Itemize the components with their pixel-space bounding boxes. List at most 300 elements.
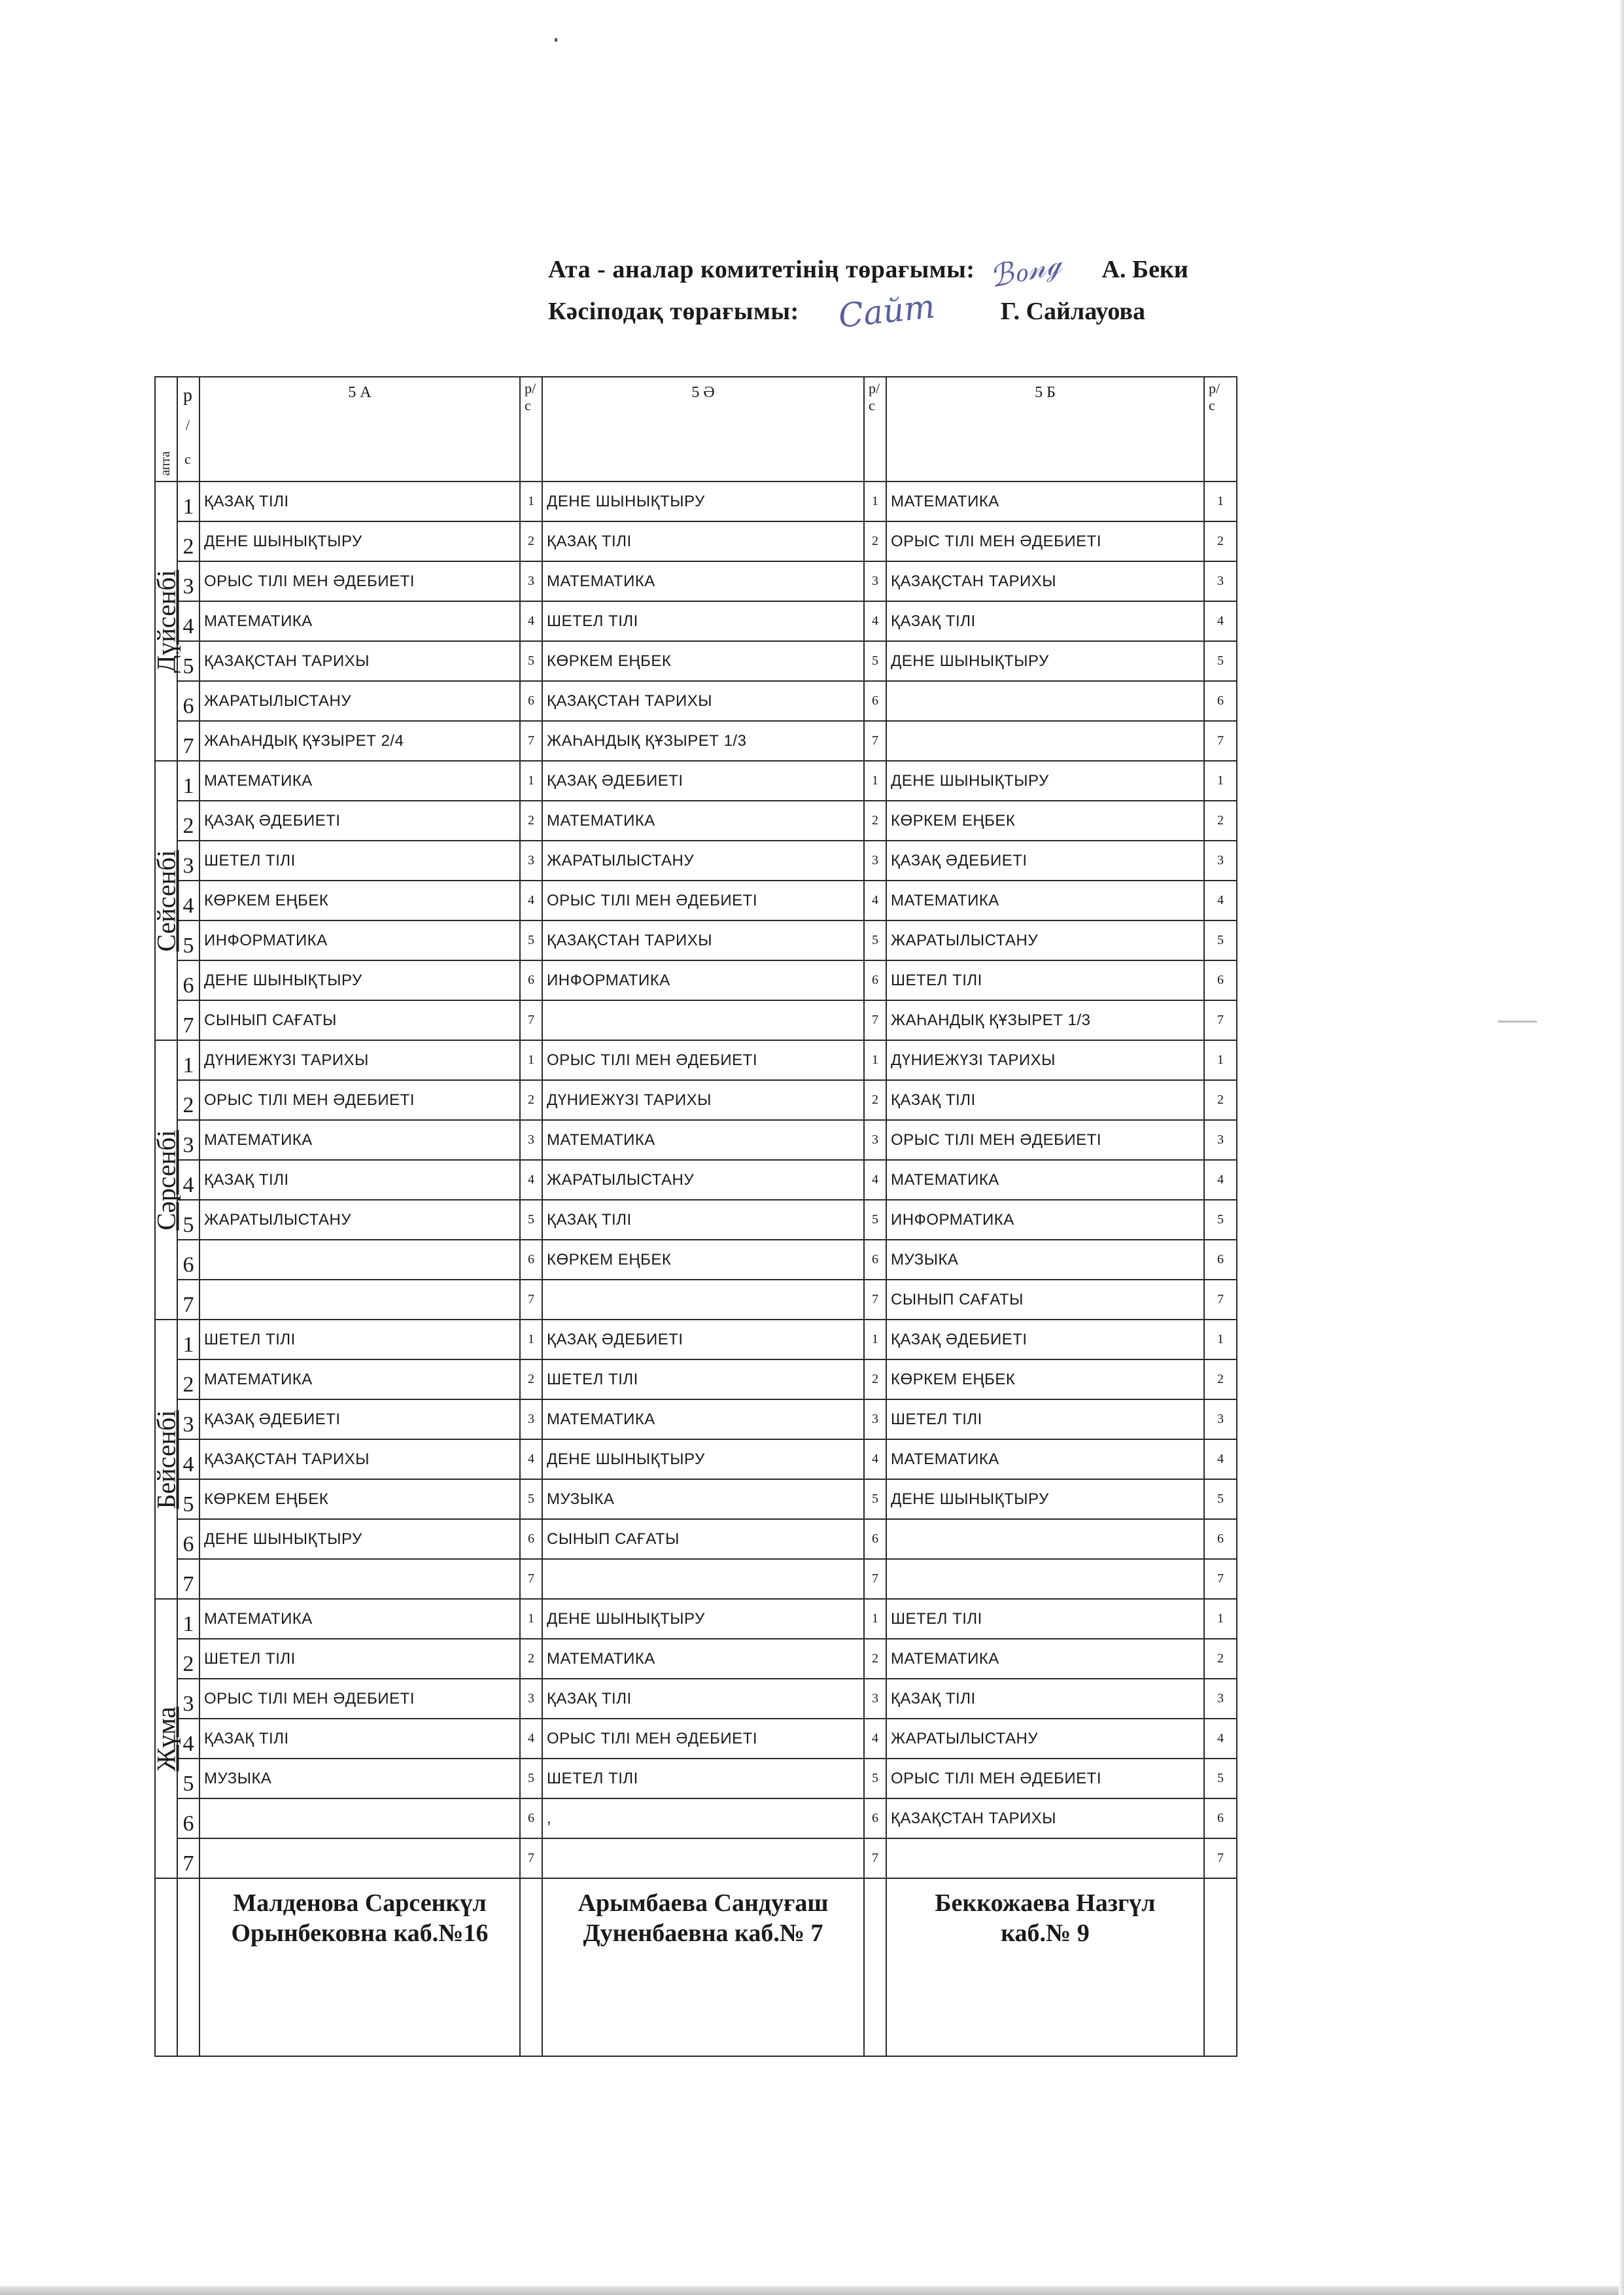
lesson-row (155, 920, 1237, 960)
lesson-index-5b: 2 (1204, 1359, 1237, 1399)
subject-5b: ЖАРАТЫЛЫСТАНУ (886, 920, 1204, 960)
header-ps-label: р/ с (864, 377, 886, 482)
lesson-index-5b: 5 (1204, 1200, 1237, 1240)
lesson-row (155, 960, 1237, 1000)
lesson-number: 4 (177, 1719, 199, 1759)
lesson-index-5ae: 5 (864, 1759, 886, 1798)
lesson-index-5ae: 7 (864, 1280, 886, 1320)
lesson-row (155, 801, 1237, 841)
lesson-row (155, 1040, 1237, 1080)
lesson-index-5b: 4 (1204, 601, 1237, 641)
subject-5ae: ИНФОРМАТИКА (542, 960, 864, 1000)
lesson-index-5a: 4 (520, 601, 542, 641)
trade-union-line (548, 287, 1595, 336)
lesson-row (155, 641, 1237, 681)
lesson-index-5ae: 6 (864, 1519, 886, 1559)
lesson-index-5ae: 5 (864, 920, 886, 960)
lesson-index-5a: 6 (520, 960, 542, 1000)
header-num-label: р / с (177, 377, 199, 482)
lesson-index-5a: 5 (520, 1479, 542, 1519)
lesson-index-5ae: 3 (864, 1399, 886, 1439)
lesson-index-5a: 1 (520, 1320, 542, 1359)
day-name-cell (151, 761, 181, 1040)
subject-5ae: ШЕТЕЛ ТІЛІ (542, 1359, 864, 1399)
lesson-row (155, 1200, 1237, 1240)
subject-5ae: ДЕНЕ ШЫНЫҚТЫРУ (542, 1599, 864, 1639)
subject-5a (199, 1240, 520, 1280)
subject-5a: МАТЕМАТИКА (199, 761, 520, 801)
lesson-row (155, 1838, 1237, 1878)
lesson-index-5a: 4 (520, 1160, 542, 1200)
subject-5b (886, 1519, 1204, 1559)
page-right-edge (1619, 0, 1624, 2295)
lesson-index-5ae: 4 (864, 601, 886, 641)
teacher-line: Арымбаева Сандуғаш (578, 1889, 829, 1917)
lesson-index-5b: 6 (1204, 1519, 1237, 1559)
subject-5ae: ДҮНИЕЖҮЗІ ТАРИХЫ (542, 1080, 864, 1120)
lesson-index-5a: 6 (520, 681, 542, 721)
lesson-number: 6 (177, 1519, 199, 1559)
lesson-index-5ae: 3 (864, 1120, 886, 1160)
subject-5ae (542, 1000, 864, 1040)
teacher-5ae (542, 1878, 864, 2056)
lesson-row (155, 1240, 1237, 1280)
footer-empty-cell (177, 1878, 199, 2056)
teacher-line: Беккожаева Назгүл (935, 1889, 1156, 1917)
lesson-row (155, 1798, 1237, 1838)
lesson-row (155, 1120, 1237, 1160)
lesson-index-5b: 1 (1204, 1320, 1237, 1359)
lesson-index-5a: 7 (520, 1280, 542, 1320)
subject-5b: ДЕНЕ ШЫНЫҚТЫРУ (886, 761, 1204, 801)
subject-5b: МАТЕМАТИКА (886, 1639, 1204, 1679)
lesson-row (155, 1519, 1237, 1559)
lesson-number: 3 (177, 1399, 199, 1439)
lesson-index-5ae: 1 (864, 482, 886, 521)
lesson-index-5b: 1 (1204, 1599, 1237, 1639)
lesson-index-5b: 4 (1204, 1719, 1237, 1759)
header-ps-label: р/ с (520, 377, 542, 482)
lesson-number: 7 (177, 1559, 199, 1599)
lesson-row (155, 841, 1237, 881)
parents-committee-name: А. Беки (1101, 256, 1188, 283)
subject-5ae: МУЗЫКА (542, 1479, 864, 1519)
subject-5a: МАТЕМАТИКА (199, 1599, 520, 1639)
subject-5b (886, 1559, 1204, 1599)
subject-5b: ҚАЗАҚ ӘДЕБИЕТІ (886, 1320, 1204, 1359)
lesson-index-5a: 5 (520, 1759, 542, 1798)
lesson-index-5ae: 6 (864, 1798, 886, 1838)
subject-5b: ҚАЗАҚ ТІЛІ (886, 1080, 1204, 1120)
scan-speck (555, 38, 557, 42)
subject-5ae: ЖАРАТЫЛЫСТАНУ (542, 841, 864, 881)
lesson-index-5a: 5 (520, 641, 542, 681)
subject-5ae: ҚАЗАҚСТАН ТАРИХЫ (542, 920, 864, 960)
lesson-number: 6 (177, 960, 199, 1000)
day-name-cell (151, 1320, 181, 1599)
lesson-number: 1 (177, 1599, 199, 1639)
lesson-index-5b: 6 (1204, 681, 1237, 721)
lesson-number: 2 (177, 1359, 199, 1399)
lesson-index-5ae: 4 (864, 1160, 886, 1200)
lesson-number: 1 (177, 1040, 199, 1080)
lesson-row (155, 1439, 1237, 1479)
lesson-index-5ae: 1 (864, 1040, 886, 1080)
subject-5a: ДЕНЕ ШЫНЫҚТЫРУ (199, 960, 520, 1000)
lesson-index-5a: 1 (520, 1040, 542, 1080)
lesson-index-5a: 2 (520, 1359, 542, 1399)
lesson-index-5a: 3 (520, 561, 542, 601)
teacher-line: Орынбековна каб.№16 (231, 1919, 489, 1947)
lesson-index-5a: 7 (520, 1838, 542, 1878)
lesson-index-5ae: 2 (864, 1080, 886, 1120)
lesson-number: 3 (177, 1679, 199, 1719)
lesson-index-5ae: 7 (864, 1559, 886, 1599)
lesson-index-5b: 3 (1204, 1120, 1237, 1160)
lesson-index-5a: 2 (520, 1639, 542, 1679)
footer-empty-cell (520, 1878, 542, 2056)
subject-5ae: ҚАЗАҚ ТІЛІ (542, 1679, 864, 1719)
lesson-index-5ae: 4 (864, 881, 886, 920)
lesson-index-5a: 2 (520, 801, 542, 841)
lesson-row (155, 1599, 1237, 1639)
lesson-number: 1 (177, 761, 199, 801)
subject-5a: ЖАҺАНДЫҚ ҚҰЗЫРЕТ 2/4 (199, 721, 520, 761)
lesson-index-5b: 1 (1204, 482, 1237, 521)
subject-5a: ОРЫС ТІЛІ МЕН ӘДЕБИЕТІ (199, 1679, 520, 1719)
lesson-number: 4 (177, 881, 199, 920)
subject-5b: МУЗЫКА (886, 1240, 1204, 1280)
lesson-index-5ae: 5 (864, 1479, 886, 1519)
lesson-row (155, 1639, 1237, 1679)
subject-5ae: ҚАЗАҚСТАН ТАРИХЫ (542, 681, 864, 721)
subject-5ae: МАТЕМАТИКА (542, 561, 864, 601)
subject-5b: МАТЕМАТИКА (886, 881, 1204, 920)
day-name: Сәрсенбі (151, 1129, 181, 1231)
subject-5a: ДЕНЕ ШЫНЫҚТЫРУ (199, 1519, 520, 1559)
lesson-index-5b: 7 (1204, 721, 1237, 761)
subject-5a: ҚАЗАҚ ӘДЕБИЕТІ (199, 1399, 520, 1439)
lesson-index-5a: 3 (520, 841, 542, 881)
lesson-row (155, 1719, 1237, 1759)
lesson-index-5ae: 5 (864, 641, 886, 681)
subject-5b: ШЕТЕЛ ТІЛІ (886, 1599, 1204, 1639)
lesson-index-5b: 4 (1204, 1439, 1237, 1479)
subject-5b (886, 1838, 1204, 1878)
lesson-index-5a: 4 (520, 1439, 542, 1479)
lesson-index-5a: 6 (520, 1798, 542, 1838)
teacher-5a (199, 1878, 520, 2056)
lesson-number: 2 (177, 801, 199, 841)
subject-5b: ИНФОРМАТИКА (886, 1200, 1204, 1240)
day-name: Дүйсенбі (151, 569, 181, 673)
lesson-number: 7 (177, 1838, 199, 1878)
teacher-line: Малденова Сарсенкүл (233, 1889, 487, 1917)
lesson-row (155, 1160, 1237, 1200)
lesson-number: 2 (177, 1080, 199, 1120)
subject-5a: ҚАЗАҚСТАН ТАРИХЫ (199, 641, 520, 681)
schedule-table (151, 376, 1237, 2057)
subject-5ae: СЫНЫП САҒАТЫ (542, 1519, 864, 1559)
lesson-index-5b: 3 (1204, 1679, 1237, 1719)
subject-5a: ЖАРАТЫЛЫСТАНУ (199, 1200, 520, 1240)
subject-5a (199, 1280, 520, 1320)
subject-5a: ОРЫС ТІЛІ МЕН ӘДЕБИЕТІ (199, 561, 520, 601)
lesson-number: 4 (177, 601, 199, 641)
lesson-index-5a: 6 (520, 1240, 542, 1280)
lesson-row (155, 521, 1237, 561)
lesson-number: 2 (177, 1639, 199, 1679)
lesson-index-5b: 7 (1204, 1000, 1237, 1040)
subject-5b: ЖАРАТЫЛЫСТАНУ (886, 1719, 1204, 1759)
subject-5a: ИНФОРМАТИКА (199, 920, 520, 960)
teachers-row (155, 1878, 1237, 2056)
subject-5ae (542, 1838, 864, 1878)
teacher-5b (886, 1878, 1204, 2056)
lesson-index-5b: 2 (1204, 521, 1237, 561)
subject-5ae (542, 1559, 864, 1599)
subject-5b: ҚАЗАҚ ТІЛІ (886, 1679, 1204, 1719)
lesson-index-5b: 6 (1204, 1240, 1237, 1280)
lesson-index-5b: 5 (1204, 641, 1237, 681)
subject-5a: КӨРКЕМ ЕҢБЕК (199, 1479, 520, 1519)
subject-5ae: ЖАРАТЫЛЫСТАНУ (542, 1160, 864, 1200)
lesson-index-5b: 3 (1204, 561, 1237, 601)
day-name-cell (151, 1599, 181, 1878)
lesson-index-5a: 7 (520, 1559, 542, 1599)
subject-5a: МАТЕМАТИКА (199, 1359, 520, 1399)
lesson-number: 1 (177, 482, 199, 521)
lesson-row (155, 721, 1237, 761)
subject-5b: ЖАҺАНДЫҚ ҚҰЗЫРЕТ 1/3 (886, 1000, 1204, 1040)
trade-union-signature: Сайт (836, 287, 937, 336)
lesson-row (155, 1080, 1237, 1120)
lesson-row (155, 1759, 1237, 1798)
teacher-line: каб.№ 9 (1001, 1919, 1090, 1947)
lesson-number: 4 (177, 1439, 199, 1479)
lesson-index-5ae: 5 (864, 1200, 886, 1240)
subject-5a: ҚАЗАҚ ТІЛІ (199, 1719, 520, 1759)
footer-empty-cell (155, 1878, 177, 2056)
header-class-5b: 5 Б (886, 377, 1204, 482)
lesson-index-5ae: 2 (864, 801, 886, 841)
lesson-index-5ae: 7 (864, 1000, 886, 1040)
lesson-index-5a: 1 (520, 482, 542, 521)
lesson-index-5ae: 6 (864, 960, 886, 1000)
lesson-index-5ae: 4 (864, 1719, 886, 1759)
subject-5b (886, 681, 1204, 721)
lesson-index-5ae: 3 (864, 841, 886, 881)
subject-5b: МАТЕМАТИКА (886, 1439, 1204, 1479)
lesson-index-5a: 7 (520, 721, 542, 761)
lesson-index-5a: 3 (520, 1679, 542, 1719)
lesson-index-5a: 4 (520, 1719, 542, 1759)
lesson-index-5ae: 7 (864, 721, 886, 761)
subject-5b: ДҮНИЕЖҮЗІ ТАРИХЫ (886, 1040, 1204, 1080)
subject-5a: ДЕНЕ ШЫНЫҚТЫРУ (199, 521, 520, 561)
subject-5ae: ШЕТЕЛ ТІЛІ (542, 601, 864, 641)
teacher-line: Дуненбаевна каб.№ 7 (583, 1919, 823, 1947)
lesson-index-5ae: 6 (864, 1240, 886, 1280)
subject-5b: ОРЫС ТІЛІ МЕН ӘДЕБИЕТІ (886, 521, 1204, 561)
subject-5ae: КӨРКЕМ ЕҢБЕК (542, 1240, 864, 1280)
subject-5ae: ҚАЗАҚ ӘДЕБИЕТІ (542, 761, 864, 801)
trade-union-role: Кәсіподақ төрағымы: (548, 298, 799, 325)
lesson-row (155, 601, 1237, 641)
subject-5b (886, 721, 1204, 761)
subject-5b: ОРЫС ТІЛІ МЕН ӘДЕБИЕТІ (886, 1120, 1204, 1160)
day-name: Жұма (151, 1706, 181, 1771)
lesson-row (155, 482, 1237, 521)
lesson-index-5b: 3 (1204, 1399, 1237, 1439)
subject-5b: ДЕНЕ ШЫНЫҚТЫРУ (886, 641, 1204, 681)
day-name-cell (151, 1040, 181, 1320)
subject-5ae: ОРЫС ТІЛІ МЕН ӘДЕБИЕТІ (542, 1719, 864, 1759)
lesson-number: 5 (177, 641, 199, 681)
lesson-index-5b: 4 (1204, 881, 1237, 920)
lesson-row (155, 1280, 1237, 1320)
lesson-row (155, 1479, 1237, 1519)
subject-5b: ҚАЗАҚСТАН ТАРИХЫ (886, 1798, 1204, 1838)
subject-5b: ШЕТЕЛ ТІЛІ (886, 1399, 1204, 1439)
subject-5a (199, 1798, 520, 1838)
lesson-index-5a: 5 (520, 920, 542, 960)
lesson-index-5ae: 3 (864, 561, 886, 601)
lesson-number: 6 (177, 1798, 199, 1838)
subject-5ae: ҚАЗАҚ ТІЛІ (542, 521, 864, 561)
subject-5ae: МАТЕМАТИКА (542, 1639, 864, 1679)
parents-committee-line (548, 245, 1595, 295)
parents-committee-signature: ℬℴ𝓃ℊ (986, 245, 1065, 295)
subject-5a: МАТЕМАТИКА (199, 1120, 520, 1160)
subject-5a: МАТЕМАТИКА (199, 601, 520, 641)
lesson-index-5ae: 7 (864, 1838, 886, 1878)
approval-header (548, 245, 1595, 336)
subject-5ae: ДЕНЕ ШЫНЫҚТЫРУ (542, 1439, 864, 1479)
lesson-row (155, 1399, 1237, 1439)
lesson-index-5b: 6 (1204, 960, 1237, 1000)
subject-5b: ҚАЗАҚ ӘДЕБИЕТІ (886, 841, 1204, 881)
header-class-5a: 5 А (199, 377, 520, 482)
lesson-number: 5 (177, 1200, 199, 1240)
lesson-index-5a: 3 (520, 1120, 542, 1160)
subject-5b: ДЕНЕ ШЫНЫҚТЫРУ (886, 1479, 1204, 1519)
subject-5a: СЫНЫП САҒАТЫ (199, 1000, 520, 1040)
lesson-number: 5 (177, 1479, 199, 1519)
subject-5ae (542, 1280, 864, 1320)
trade-union-name: Г. Сайлауова (1000, 298, 1145, 325)
lesson-index-5ae: 2 (864, 521, 886, 561)
subject-5a: ҚАЗАҚ ТІЛІ (199, 1160, 520, 1200)
subject-5ae: ҚАЗАҚ ТІЛІ (542, 1200, 864, 1240)
lesson-index-5a: 2 (520, 521, 542, 561)
lesson-index-5b: 3 (1204, 841, 1237, 881)
lesson-row (155, 881, 1237, 920)
lesson-index-5a: 1 (520, 1599, 542, 1639)
lesson-number: 3 (177, 1120, 199, 1160)
lesson-index-5ae: 4 (864, 1439, 886, 1479)
subject-5ae: , (542, 1798, 864, 1838)
subject-5ae: ШЕТЕЛ ТІЛІ (542, 1759, 864, 1798)
lesson-index-5ae: 1 (864, 761, 886, 801)
subject-5a: ДҮНИЕЖҮЗІ ТАРИХЫ (199, 1040, 520, 1080)
lesson-row (155, 1679, 1237, 1719)
subject-5ae: КӨРКЕМ ЕҢБЕК (542, 641, 864, 681)
lesson-index-5ae: 3 (864, 1679, 886, 1719)
subject-5a: ҚАЗАҚ ӘДЕБИЕТІ (199, 801, 520, 841)
lesson-index-5b: 6 (1204, 1798, 1237, 1838)
lesson-row (155, 761, 1237, 801)
subject-5a: КӨРКЕМ ЕҢБЕК (199, 881, 520, 920)
subject-5b: СЫНЫП САҒАТЫ (886, 1280, 1204, 1320)
subject-5ae: ДЕНЕ ШЫНЫҚТЫРУ (542, 482, 864, 521)
subject-5b: ҚАЗАҚ ТІЛІ (886, 601, 1204, 641)
lesson-number: 5 (177, 1759, 199, 1798)
subject-5ae: ОРЫС ТІЛІ МЕН ӘДЕБИЕТІ (542, 881, 864, 920)
footer-empty-cell (1204, 1878, 1237, 2056)
lesson-row (155, 681, 1237, 721)
lesson-index-5ae: 2 (864, 1359, 886, 1399)
lesson-number: 4 (177, 1160, 199, 1200)
lesson-index-5b: 1 (1204, 761, 1237, 801)
subject-5a: МУЗЫКА (199, 1759, 520, 1798)
lesson-row (155, 1559, 1237, 1599)
lesson-row (155, 1359, 1237, 1399)
subject-5ae: ҚАЗАҚ ӘДЕБИЕТІ (542, 1320, 864, 1359)
lesson-number: 6 (177, 1240, 199, 1280)
lesson-row (155, 1320, 1237, 1359)
lesson-index-5b: 1 (1204, 1040, 1237, 1080)
subject-5a: ҚАЗАҚ ТІЛІ (199, 482, 520, 521)
subject-5a (199, 1559, 520, 1599)
lesson-number: 7 (177, 721, 199, 761)
page-bottom-edge (0, 2286, 1624, 2295)
subject-5a (199, 1838, 520, 1878)
lesson-row (155, 1000, 1237, 1040)
lesson-index-5b: 2 (1204, 1080, 1237, 1120)
scan-speck (1498, 1021, 1537, 1023)
day-name-cell (151, 482, 181, 761)
subject-5ae: МАТЕМАТИКА (542, 1399, 864, 1439)
subject-5b: МАТЕМАТИКА (886, 482, 1204, 521)
subject-5a: ШЕТЕЛ ТІЛІ (199, 841, 520, 881)
subject-5a: ШЕТЕЛ ТІЛІ (199, 1639, 520, 1679)
header-ps-label: р/ с (1204, 377, 1237, 482)
header-class-5ae: 5 Ә (542, 377, 864, 482)
lesson-index-5a: 2 (520, 1080, 542, 1120)
subject-5ae: МАТЕМАТИКА (542, 1120, 864, 1160)
lesson-index-5ae: 2 (864, 1639, 886, 1679)
header-day-label: апта (155, 377, 177, 482)
lesson-index-5b: 2 (1204, 1639, 1237, 1679)
lesson-index-5a: 7 (520, 1000, 542, 1040)
subject-5b: ҚАЗАҚСТАН ТАРИХЫ (886, 561, 1204, 601)
subject-5a: ОРЫС ТІЛІ МЕН ӘДЕБИЕТІ (199, 1080, 520, 1120)
lesson-index-5b: 2 (1204, 801, 1237, 841)
subject-5a: ШЕТЕЛ ТІЛІ (199, 1320, 520, 1359)
lesson-index-5ae: 6 (864, 681, 886, 721)
subject-5ae: ОРЫС ТІЛІ МЕН ӘДЕБИЕТІ (542, 1040, 864, 1080)
lesson-number: 3 (177, 841, 199, 881)
day-name: Бейсенбі (151, 1410, 181, 1509)
subject-5a: ЖАРАТЫЛЫСТАНУ (199, 681, 520, 721)
parents-committee-role: Ата - аналар комитетінің төрағымы: (548, 256, 975, 283)
subject-5b: КӨРКЕМ ЕҢБЕК (886, 801, 1204, 841)
subject-5a: ҚАЗАҚСТАН ТАРИХЫ (199, 1439, 520, 1479)
lesson-index-5b: 7 (1204, 1559, 1237, 1599)
lesson-index-5b: 5 (1204, 920, 1237, 960)
lesson-number: 7 (177, 1000, 199, 1040)
